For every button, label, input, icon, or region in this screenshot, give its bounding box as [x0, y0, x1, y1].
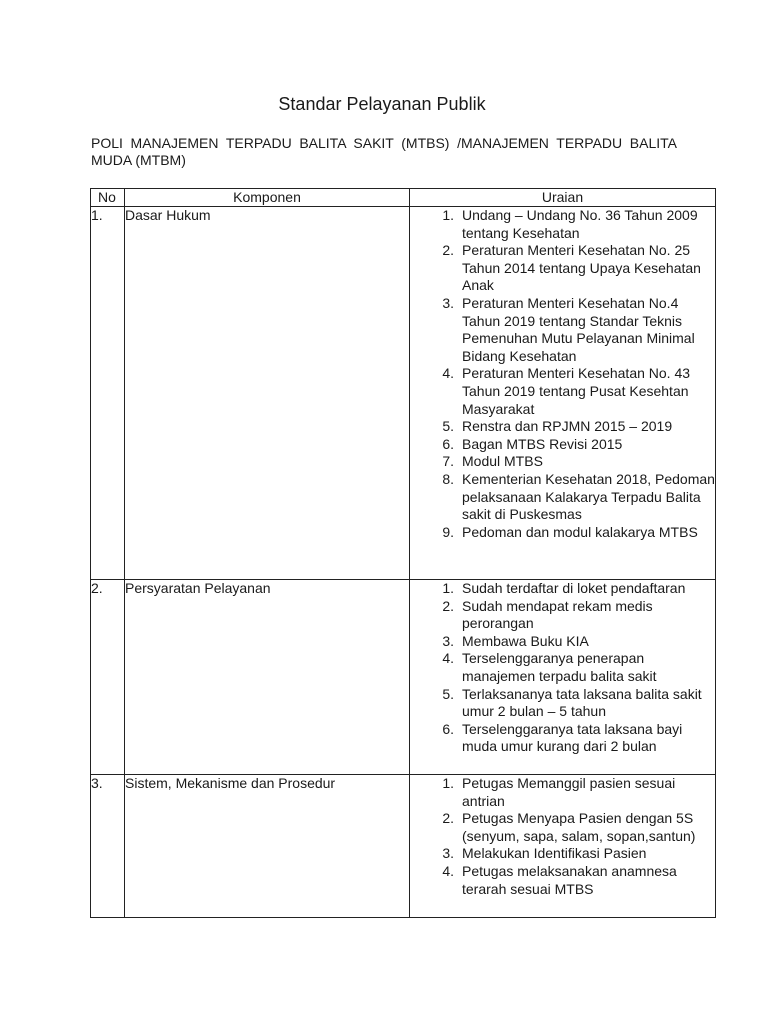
list-item-number: 3. [442, 294, 454, 311]
table-row [91, 580, 716, 775]
list-item-number: 3. [442, 632, 454, 649]
row-komponen: Sistem, Mekanisme dan Prosedur [125, 775, 410, 918]
list-item [410, 365, 715, 418]
list-item [410, 686, 715, 721]
list-item-text: Petugas melaksanakan anamnesa terarah sesuai MTBS [462, 862, 677, 897]
row-komponen: Persyaratan Pelayanan [125, 580, 410, 775]
list-item [410, 524, 715, 542]
list-item-number: 1. [442, 775, 454, 791]
list-item-number: 7. [442, 453, 454, 470]
list-item-text: Terlaksananya tata laksana balita sakit umur 2 bulan – 5 tahun [462, 685, 702, 720]
list-item-text: Renstra dan RPJMN 2015 – 2019 [462, 418, 673, 435]
list-item-text: Sudah terdaftar di loket pendaftaran [462, 580, 686, 596]
header-uraian: Uraian [410, 189, 716, 207]
header-no: No [91, 189, 125, 207]
list-item-text: Kementerian Kesehatan 2018, Pedoman pelaksanaan Kalakarya Terpadu Balita sakit di Puskesmas [462, 470, 715, 523]
uraian-list [410, 207, 715, 541]
row-uraian [410, 775, 716, 918]
list-item [410, 242, 715, 295]
list-item-text: Peraturan Menteri Kesehatan No.4 Tahun 2019 tentang Standar Teknis Pemenuhan Mutu Pelayanan Minimal Bidang Kesehatan [462, 294, 695, 364]
document-subtitle: POLI MANAJEMEN TERPADU BALITA SAKIT (MTBS) /MANAJEMEN TERPADU BALITA MUDA (MTBM) [91, 135, 677, 168]
list-item-text: Melakukan Identifikasi Pasien [462, 845, 647, 862]
row-number: 3. [91, 775, 125, 918]
list-item [410, 580, 715, 598]
list-item-text: Pedoman dan modul kalakarya MTBS [462, 523, 698, 540]
list-item-number: 1. [442, 207, 454, 223]
list-item-text: Peraturan Menteri Kesehatan No. 43 Tahun 2019 tentang Pusat Kesehtan Masyarakat [462, 365, 691, 417]
uraian-list [410, 775, 715, 898]
list-item-number: 4. [442, 862, 454, 879]
list-item-number: 6. [442, 720, 454, 737]
list-item-text: Petugas Memanggil pasien sesuai antrian [462, 775, 676, 809]
list-item [410, 775, 715, 810]
table-header-row [91, 189, 716, 207]
table-row [91, 775, 716, 918]
list-item-number: 1. [442, 580, 454, 596]
list-item-text: Bagan MTBS Revisi 2015 [462, 435, 623, 452]
row-komponen: Dasar Hukum [125, 207, 410, 580]
list-item [410, 633, 715, 651]
row-number: 1. [91, 207, 125, 580]
list-item-text: Modul MTBS [462, 453, 543, 470]
list-item [410, 418, 715, 436]
list-item-text: Terselenggaranya penerapan manajemen terpadu balita sakit [462, 650, 657, 684]
list-item-number: 2. [442, 242, 454, 259]
list-item-number: 2. [442, 810, 454, 827]
list-item [410, 810, 715, 845]
list-item-number: 6. [442, 435, 454, 452]
header-komponen: Komponen [125, 189, 410, 207]
page-title [0, 93, 768, 115]
list-item-number: 9. [442, 523, 454, 540]
list-item-text: Sudah mendapat rekam medis perorangan [462, 597, 653, 632]
row-uraian [410, 207, 716, 580]
list-item-number: 2. [442, 597, 454, 614]
list-item [410, 471, 715, 524]
list-item-number: 5. [442, 418, 454, 435]
list-item [410, 436, 715, 454]
list-item-number: 8. [442, 470, 454, 487]
list-item [410, 207, 715, 242]
uraian-list [410, 580, 715, 756]
list-item [410, 863, 715, 898]
list-item-text: Undang – Undang No. 36 Tahun 2009 tentang Kesehatan [462, 207, 698, 241]
row-uraian [410, 580, 716, 775]
list-item [410, 453, 715, 471]
list-item-number: 4. [442, 365, 454, 382]
list-item-text: Petugas Menyapa Pasien dengan 5S (senyum, sapa, salam, sopan,santun) [462, 810, 696, 844]
list-item-text: Peraturan Menteri Kesehatan No. 25 Tahun 2014 tentang Upaya Kesehatan Anak [462, 242, 701, 294]
list-item-text: Terselenggaranya tata laksana bayi muda umur kurang dari 2 bulan [462, 720, 683, 755]
list-item [410, 295, 715, 365]
list-item-text: Membawa Buku KIA [462, 632, 589, 649]
list-item-number: 5. [442, 685, 454, 702]
table-row [91, 207, 716, 580]
list-item [410, 845, 715, 863]
row-number: 2. [91, 580, 125, 775]
list-item [410, 721, 715, 756]
list-item-number: 3. [442, 845, 454, 862]
list-item [410, 650, 715, 685]
page-title-text: Standar Pelayanan Publik [278, 94, 486, 114]
list-item [410, 598, 715, 633]
standard-table [90, 188, 716, 918]
list-item-number: 4. [442, 650, 454, 667]
